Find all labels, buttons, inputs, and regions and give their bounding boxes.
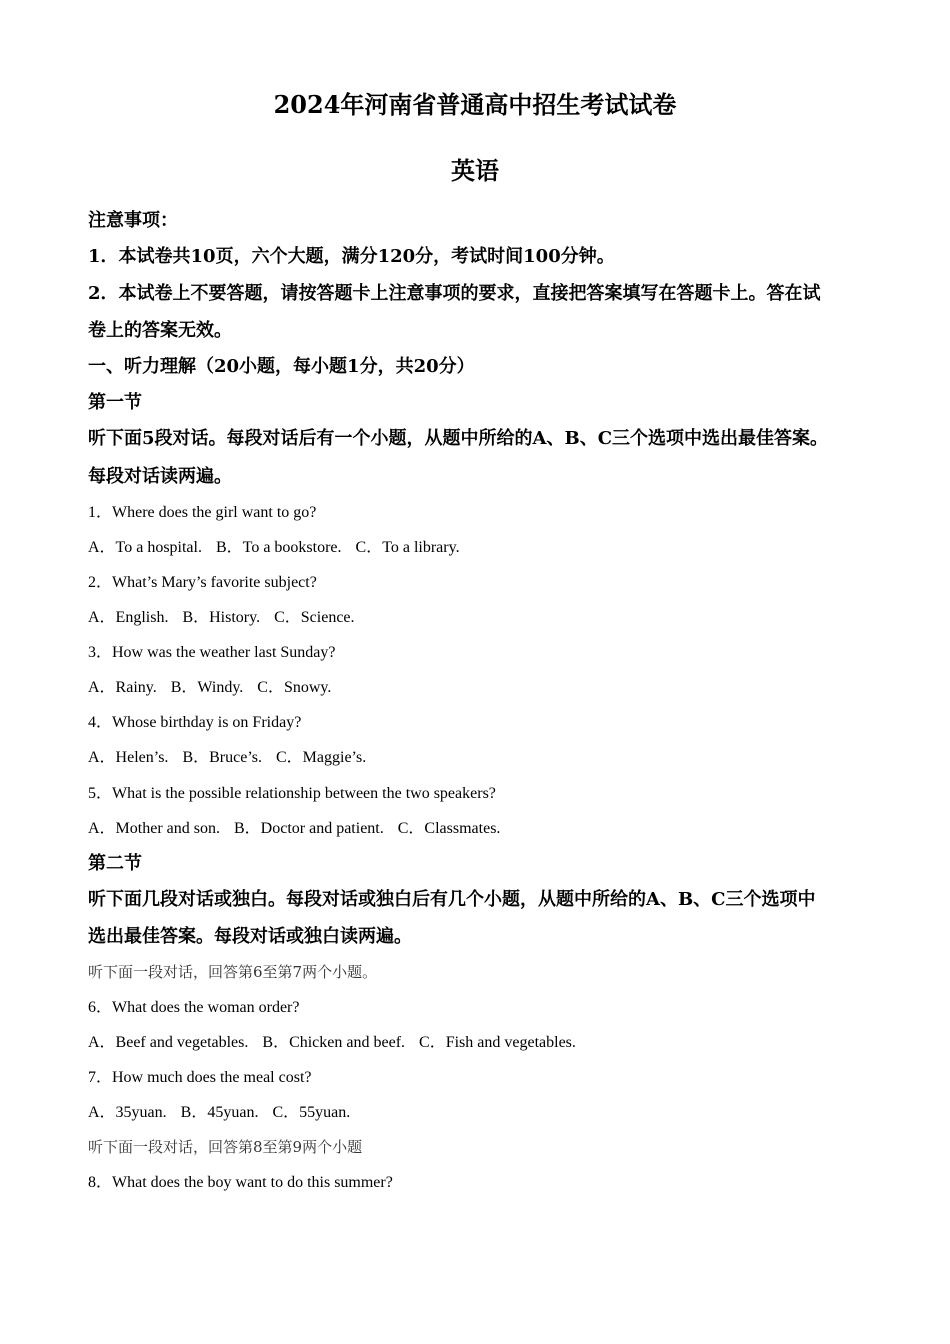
question-6-options [88,1032,878,1054]
section-1-instruction-line-1: 听下面5段对话。每段对话后有一个小题，从题中所给的A、B、C三个选项中选出最佳答案。 [88,428,829,449]
section-2-hint-1: 听下面一段对话，回答第6至第7两个小题。 [88,963,378,981]
subject-title: 英语 [451,156,499,185]
question-7-options [88,1102,878,1124]
notice-heading: 注意事项： [88,210,178,231]
exam-title: 2024年河南省普通高中招生考试试卷 [273,90,677,119]
question-3-option-b: B．Windy. [170,679,244,696]
question-6-option-a: A．Beef and vegetables. [88,1034,249,1051]
question-2: 2．What’s Mary’s favorite subject? [88,574,317,591]
question-5-options [88,818,878,840]
question-3: 3．How was the weather last Sunday? [88,644,336,661]
question-2-option-b: B．History. [182,609,261,626]
part-1-heading: 一、听力理解（20小题，每小题1分，共20分） [88,356,475,377]
section-2-hint-2: 听下面一段对话，回答第8至第9两个小题 [88,1138,363,1156]
section-1-heading: 第一节 [88,392,142,413]
notice-item-2-line-2: 卷上的答案无效。 [88,320,232,341]
question-2-options [88,607,878,629]
question-4-options [88,747,878,769]
notice-item-1: 1．本试卷共10页，六个大题，满分120分，考试时间100分钟。 [88,246,615,267]
question-3-options [88,677,878,699]
question-4-option-c: C．Maggie’s. [276,749,367,766]
question-2-option-c: C．Science. [274,609,355,626]
question-7-option-a: A．35yuan. [88,1104,167,1121]
question-5-option-c: C．Classmates. [397,820,501,837]
question-1: 1．Where does the girl want to go? [88,504,317,521]
question-1-option-a: A．To a hospital. [88,539,202,556]
question-7: 7．How much does the meal cost? [88,1069,312,1086]
question-4-option-b: B．Bruce’s. [182,749,262,766]
question-1-option-c: C．To a library. [355,539,460,556]
section-2-instruction-line-1: 听下面几段对话或独白。每段对话或独白后有几个小题，从题中所给的A、B、C三个选项中 [88,889,816,910]
question-5: 5．What is the possible relationship between the two speakers? [88,785,496,802]
question-3-option-c: C．Snowy. [257,679,332,696]
question-7-option-b: B．45yuan. [180,1104,259,1121]
question-6-option-c: C．Fish and vegetables. [419,1034,576,1051]
question-6: 6．What does the woman order? [88,999,300,1016]
question-4: 4．Whose birthday is on Friday? [88,714,302,731]
question-5-option-a: A．Mother and son. [88,820,220,837]
section-2-heading: 第二节 [88,853,142,874]
question-7-option-c: C．55yuan. [272,1104,351,1121]
question-4-option-a: A．Helen’s. [88,749,169,766]
section-2-instruction-line-2: 选出最佳答案。每段对话或独白读两遍。 [88,926,412,947]
question-8: 8．What does the boy want to do this summer? [88,1174,393,1191]
question-5-option-b: B．Doctor and patient. [234,820,384,837]
question-3-option-a: A．Rainy. [88,679,157,696]
notice-item-2-line-1: 2．本试卷上不要答题，请按答题卡上注意事项的要求，直接把答案填写在答题卡上。答在试 [88,283,821,304]
question-1-options [88,537,878,559]
question-1-option-b: B．To a bookstore. [215,539,342,556]
question-6-option-b: B．Chicken and beef. [262,1034,406,1051]
section-1-instruction-line-2: 每段对话读两遍。 [88,466,232,487]
question-2-option-a: A．English. [88,609,169,626]
